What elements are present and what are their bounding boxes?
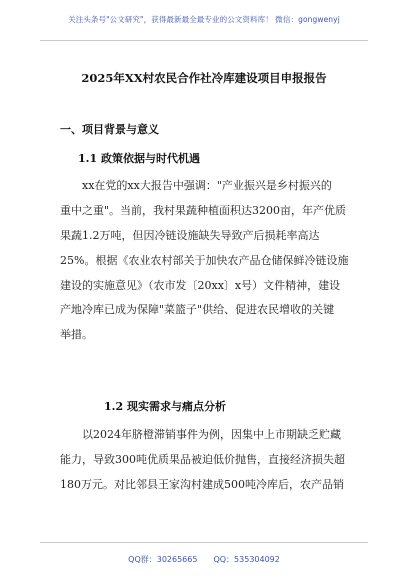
subsection-heading-needs: 1.2 现实需求与痛点分析 xyxy=(104,400,226,413)
footer-divider xyxy=(40,542,368,543)
section-heading-background: 一、项目背景与意义 xyxy=(60,123,159,136)
paragraph-line: 举措。 xyxy=(60,328,93,342)
promo-footer xyxy=(0,542,408,580)
paragraph-line: 产地冷库已成为保障"菜篮子"供给、促进农民增收的关键 xyxy=(60,303,335,317)
paragraph-line: 25%。根据《农业农村部关于加快农产品仓储保鲜冷链设施 xyxy=(60,253,349,267)
paragraph-policy xyxy=(60,174,353,348)
promo-text: 关注头条号"公文研究"，获得最新最全最专业的公文资料库！ 微信：gongwenyj xyxy=(68,15,340,24)
paragraph-line: 以2024年脐橙滞销事件为例，因集中上市期缺乏贮藏 xyxy=(82,428,341,441)
qq-contact-text: QQ群：30265665 QQ：535304092 xyxy=(128,555,280,564)
paragraph-needs xyxy=(60,423,353,498)
header-divider xyxy=(40,40,368,41)
paragraph-line: 能力，导致300吨优质果品被迫低价抛售，直接经济损失超 xyxy=(60,452,345,466)
promo-header xyxy=(0,0,408,34)
paragraph-line: 建设的实施意见》（农市发〔20xx〕x号）文件精神，建设 xyxy=(60,278,341,292)
paragraph-line: 180万元。对比邻县王家沟村建成500吨冷库后，农产品销 xyxy=(60,477,344,491)
paragraph-line: 果蔬1.2万吨，但因冷链设施缺失导致产后损耗率高达 xyxy=(60,228,320,242)
paragraph-line: 重中之重"。当前，我村果蔬种植面积达3200亩，年产优质 xyxy=(60,203,347,217)
paragraph-line: xx在党的xx大报告中强调："产业振兴是乡村振兴的 xyxy=(82,179,332,192)
document-title: 2025年XX村农民合作社冷库建设项目申报报告 xyxy=(81,71,327,85)
subsection-heading-policy: 1.1 政策依据与时代机遇 xyxy=(78,152,200,165)
